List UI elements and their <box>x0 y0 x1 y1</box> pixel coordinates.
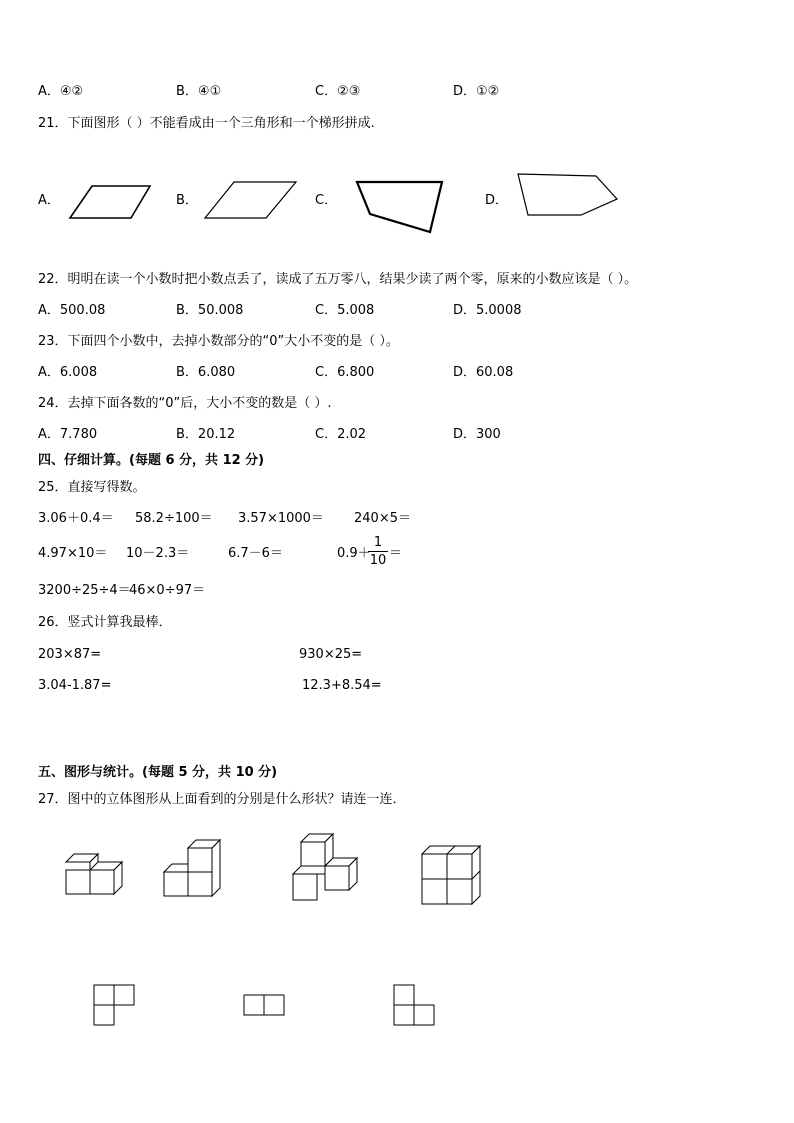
q21-option-c-label[interactable]: C． <box>315 193 338 208</box>
q25-item: 240×5＝ <box>354 511 411 526</box>
q20-option-d[interactable]: D．①② <box>453 84 500 99</box>
q25-fraction-prefix: 0.9＋ <box>337 546 371 561</box>
quadrilateral-icon <box>354 176 449 238</box>
q22-option-b[interactable]: B．50.008 <box>176 303 244 318</box>
q26-item: 930×25= <box>299 647 363 662</box>
q25-item: 3.06＋0.4＝ <box>38 511 114 526</box>
q23-option-a[interactable]: A．6.008 <box>38 365 98 380</box>
solid-figure-3-icon[interactable] <box>291 832 363 902</box>
q26-item: 12.3+8.54= <box>302 678 382 693</box>
fraction-numerator: 1 <box>373 535 383 550</box>
q27-stem: 27．图中的立体图形从上面看到的分别是什么形状？请连一连． <box>38 792 406 807</box>
section-5-title: 五、图形与统计。(每题 5 分，共 10 分) <box>38 765 278 780</box>
q22-option-c[interactable]: C．5.008 <box>315 303 375 318</box>
q26-stem: 26．竖式计算我最棒． <box>38 615 172 630</box>
q26-item: 203×87= <box>38 647 102 662</box>
fraction-denominator: 10 <box>369 553 387 568</box>
q24-option-a[interactable]: A．7.780 <box>38 427 98 442</box>
q21-option-d-label[interactable]: D． <box>485 193 509 208</box>
solid-figure-2-icon[interactable] <box>164 838 234 902</box>
q25-item: 3.57×1000＝ <box>238 511 324 526</box>
top-view-1-icon[interactable] <box>93 984 137 1028</box>
q23-stem: 23．下面四个小数中，去掉小数部分的“0”大小不变的是（ ）。 <box>38 334 399 349</box>
q25-item: 3200÷25÷4＝ <box>38 583 131 598</box>
q26-item: 3.04-1.87= <box>38 678 112 693</box>
q22-stem: 22．明明在读一个小数时把小数点丢了，读成了五万零八，结果少读了两个零，原来的小数应该是（ ）。 <box>38 272 638 287</box>
q23-option-d[interactable]: D．60.08 <box>453 365 514 380</box>
parallelogram-large-icon <box>200 178 305 223</box>
q21-option-a-label[interactable]: A． <box>38 193 60 208</box>
fraction-bar <box>368 551 388 552</box>
q21-option-b-label[interactable]: B． <box>176 193 198 208</box>
section-4-title: 四、仔细计算。(每题 6 分，共 12 分) <box>38 453 265 468</box>
q20-option-a[interactable]: A．④② <box>38 84 84 99</box>
q25-item: 46×0÷97＝ <box>129 583 206 598</box>
q24-option-d[interactable]: D．300 <box>453 427 501 442</box>
q24-stem: 24．去掉下面各数的“0”后，大小不变的数是（ ）. <box>38 396 332 411</box>
q20-option-b[interactable]: B．④① <box>176 84 222 99</box>
q24-option-c[interactable]: C．2.02 <box>315 427 367 442</box>
q25-item: 58.2÷100＝ <box>135 511 213 526</box>
q24-option-b[interactable]: B．20.12 <box>176 427 236 442</box>
q25-item: 10－2.3＝ <box>126 546 190 561</box>
q23-option-c[interactable]: C．6.800 <box>315 365 375 380</box>
q25-fraction-suffix: ＝ <box>389 546 403 561</box>
q23-option-b[interactable]: B．6.080 <box>176 365 236 380</box>
solid-figure-1-icon[interactable] <box>62 852 132 900</box>
parallelogram-small-icon <box>60 180 160 225</box>
q21-stem: 21．下面图形（ ）不能看成由一个三角形和一个梯形拼成. <box>38 116 375 131</box>
solid-figure-4-icon[interactable] <box>420 844 484 908</box>
q22-option-d[interactable]: D．5.0008 <box>453 303 522 318</box>
top-view-2-icon[interactable] <box>243 994 287 1018</box>
pentagon-icon <box>512 169 627 221</box>
q20-option-c[interactable]: C．②③ <box>315 84 361 99</box>
q25-item: 4.97×10＝ <box>38 546 108 561</box>
top-view-3-icon[interactable] <box>393 984 437 1028</box>
q25-item: 6.7－6＝ <box>228 546 283 561</box>
q22-option-a[interactable]: A．500.08 <box>38 303 106 318</box>
q25-stem: 25．直接写得数。 <box>38 480 146 495</box>
fraction <box>368 535 388 568</box>
